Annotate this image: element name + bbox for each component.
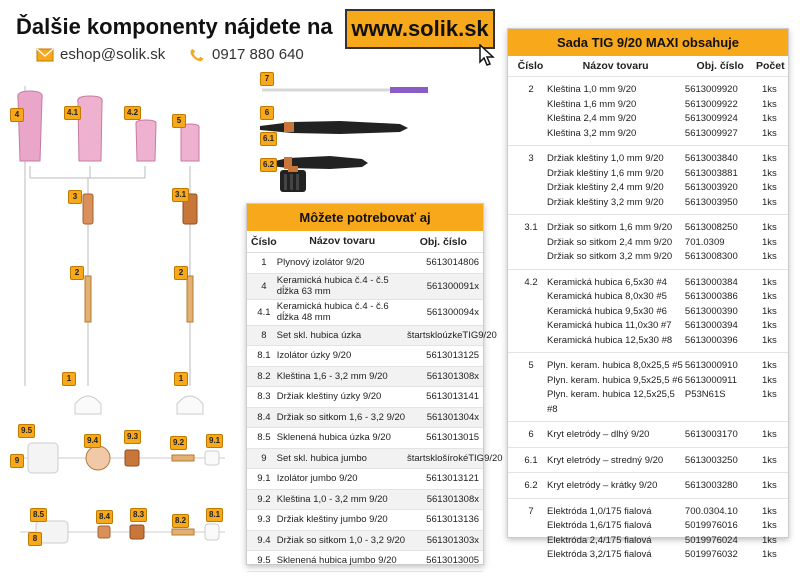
table-row: [514, 167, 782, 182]
cell-num: 9.4: [257, 534, 271, 546]
cell-name: Keramická hubica č.4 - č.6 dĺžka 48 mm: [276, 301, 389, 323]
cell-name: Elektróda 2,4/175 fialová: [547, 534, 652, 546]
cell-name: Plynový izolátor 9/20: [276, 257, 365, 269]
cell-qty: 1ks: [761, 113, 777, 124]
group-number: 3.1: [524, 222, 538, 233]
kit-group: [508, 269, 788, 353]
table-row: [247, 449, 503, 470]
table-row: [247, 326, 497, 347]
kit-table-title: Sada TIG 9/20 MAXI obsahuje: [508, 29, 788, 56]
cell-code: 5613000386: [684, 291, 738, 302]
table-row: [247, 253, 483, 274]
cell-name: Držiak so sitkom 3,2 mm 9/20: [547, 251, 673, 262]
part-badge: 2: [70, 266, 84, 280]
table-row: [514, 454, 782, 469]
cell-code: štartsklošírokéTIG9/20: [407, 452, 503, 464]
cell-num: 9.5: [257, 555, 271, 567]
table-row: [247, 469, 483, 490]
part-badge: 8.4: [96, 510, 113, 524]
table-row: [514, 98, 782, 113]
col-code: Obj. číslo: [696, 60, 744, 72]
table-row: [514, 548, 782, 563]
cell-name: Plyn. keram. hubica 9,5x25,5 #6: [547, 374, 683, 386]
cell-name: Kryt eletródy – stredný 9/20: [547, 454, 664, 466]
table-row: [514, 428, 782, 443]
envelope-icon: [36, 48, 54, 62]
cell-code: štartsklоúzkeTIG9/20: [407, 329, 497, 341]
cell-qty: 1ks: [761, 98, 777, 110]
part-badge: 9.5: [18, 424, 35, 438]
cell-qty: 1ks: [761, 236, 777, 248]
cell-code: 561300091x: [426, 280, 480, 292]
phone-text[interactable]: 0917 880 640: [212, 46, 304, 63]
col-num: Číslo: [517, 60, 544, 72]
cell-qty: 1ks: [761, 360, 777, 371]
cell-code: 5613009924: [684, 113, 738, 124]
table-row: [514, 519, 782, 534]
group-number: 5: [528, 360, 534, 371]
cell-qty: 1ks: [761, 291, 777, 302]
cell-qty: 1ks: [761, 520, 777, 531]
table-row: [247, 490, 483, 511]
table-row: [514, 388, 782, 417]
cell-qty: 1ks: [761, 276, 777, 288]
optional-parts-table: [246, 203, 503, 567]
cell-code: 5613013005: [426, 555, 480, 567]
cell-code: 561301303x: [426, 534, 480, 546]
part-badge: 8: [28, 532, 42, 546]
cell-code: 5613000911: [684, 374, 738, 386]
table-row: [514, 479, 782, 494]
cell-qty: 1ks: [761, 305, 777, 317]
cell-num: 8.1: [257, 350, 271, 362]
cell-code: 5613013125: [426, 350, 480, 362]
cell-name: Kleština 1,6 - 3,2 mm 9/20: [276, 370, 388, 382]
kit-group: [508, 498, 788, 567]
cell-name: Držiak kleštiny 1,6 mm 9/20: [547, 167, 664, 179]
cell-qty: 1ks: [761, 84, 777, 95]
kit-group: [508, 447, 788, 473]
table-row: [514, 196, 782, 211]
group-number: 7: [528, 505, 534, 517]
table-row: [247, 346, 483, 367]
cell-name: Kleština 2,4 mm 9/20: [547, 113, 637, 124]
cell-code: 5613009920: [684, 84, 738, 95]
cell-name: Držiak kleštiny 3,2 mm 9/20: [547, 196, 664, 208]
cell-name: Keramická hubica 6,5x30 #4: [547, 276, 667, 288]
cell-name: Držiak so sitkom 1,6 - 3,2 9/20: [276, 411, 406, 423]
cell-name: Kleština 1,0 - 3,2 mm 9/20: [276, 493, 388, 505]
cell-qty: 1ks: [761, 429, 777, 440]
table-row: [514, 290, 782, 305]
cell-qty: 1ks: [761, 374, 777, 386]
col-num: Číslo: [251, 236, 277, 248]
cell-name: Držiak kleštiny 1,0 mm 9/20: [547, 153, 664, 164]
part-badge: 9: [10, 454, 24, 468]
cell-qty: 1ks: [761, 334, 777, 346]
table-header: [508, 56, 788, 76]
optional-rows: [247, 253, 503, 572]
cell-num: 8.5: [257, 432, 271, 444]
cell-code: 5613003881: [684, 167, 738, 179]
part-badge: 3.1: [172, 188, 189, 202]
cell-name: Keramická hubica 9,5x30 #6: [547, 305, 667, 317]
cell-qty: 1ks: [761, 454, 777, 466]
cell-code: 5613003280: [684, 480, 738, 491]
cell-qty: 1ks: [761, 222, 777, 233]
table-row: [514, 505, 782, 520]
table-row: [247, 387, 483, 408]
cell-num: 9.3: [257, 514, 271, 526]
table-row: [514, 221, 782, 236]
cell-code: 561301308x: [426, 370, 480, 382]
kit-group: [508, 352, 788, 421]
table-row: [247, 428, 483, 449]
website-url[interactable]: www.solik.sk: [351, 16, 489, 41]
kit-group: [508, 472, 788, 498]
group-number: 3: [528, 153, 534, 164]
cell-code: P53N61S: [684, 389, 726, 400]
table-row: [247, 531, 483, 552]
cell-code: 5613003170: [684, 429, 738, 440]
cell-code: 5019976016: [684, 520, 738, 531]
table-row: [514, 181, 782, 196]
table-row: [247, 510, 483, 531]
cell-name: Držiak kleštiny 2,4 mm 9/20: [547, 182, 664, 193]
group-number: 2: [528, 84, 534, 95]
cell-num: 8.4: [257, 411, 271, 423]
cell-qty: 1ks: [761, 182, 777, 193]
cell-name: Držiak kleštiny úzky 9/20: [276, 391, 382, 403]
table-row: [514, 319, 782, 334]
group-number: 6.2: [524, 480, 538, 491]
part-badge: 4.2: [124, 106, 141, 120]
part-badge: 7: [260, 72, 274, 86]
table-row: [514, 534, 782, 549]
table-row: [514, 276, 782, 291]
part-badge: 4.1: [64, 106, 81, 120]
kit-group: [508, 76, 788, 145]
cell-name: Keramická hubica 8,0x30 #5: [547, 291, 667, 302]
cell-name: Sklenená hubica úzka 9/20: [276, 432, 391, 444]
part-badge: 2: [174, 266, 188, 280]
cell-code: 5613000910: [684, 360, 738, 371]
cell-name: Set skl. hubica jumbo: [276, 452, 367, 464]
cell-name: Držiak so sitkom 1,0 - 3,2 9/20: [276, 534, 406, 546]
col-name: Názov tovaru: [582, 60, 649, 72]
table-row: [514, 334, 782, 349]
col-code: Obj. číslo: [419, 236, 467, 248]
cell-name: Keramická hubica 12,5x30 #8: [547, 334, 673, 346]
cell-name: Držiak so sitkom 1,6 mm 9/20: [547, 222, 673, 233]
cell-num: 1: [261, 257, 267, 269]
cell-name: Izolátor jumbo 9/20: [276, 473, 358, 485]
cell-num: 8: [261, 329, 267, 341]
cell-name: Kryt eletródy – krátky 9/20: [547, 480, 658, 491]
col-name: Názov tovaru: [309, 235, 376, 247]
cell-code: 5019976024: [684, 534, 738, 546]
cell-qty: 1ks: [761, 389, 777, 400]
cell-name: Kryt eletródy – dlhý 9/20: [547, 429, 650, 440]
part-badge: 8.1: [206, 508, 223, 522]
cell-name: Plyn. keram. hubica 12,5x25,5 #8: [547, 389, 675, 415]
table-row: [514, 359, 782, 374]
cell-name: Kleština 1,0 mm 9/20: [547, 84, 637, 95]
table-row: [514, 236, 782, 251]
cell-code: 701.0309: [684, 236, 725, 248]
table-row: [514, 152, 782, 167]
optional-table-title: Môžete potrebovať aj: [247, 204, 483, 231]
cell-code: 5613008250: [684, 222, 738, 233]
part-badge: 1: [174, 372, 188, 386]
cell-code: 561301304x: [426, 411, 480, 423]
part-badge: 8.2: [172, 514, 189, 528]
cell-code: 5613000394: [684, 320, 738, 331]
kit-group: [508, 145, 788, 214]
table-row: [247, 274, 483, 300]
cell-name: Elektróda 1,6/175 fialová: [547, 520, 652, 531]
phone-contact[interactable]: [188, 46, 304, 63]
cell-qty: 1ks: [761, 127, 777, 139]
cell-qty: 1ks: [761, 480, 777, 491]
table-row: [247, 300, 483, 326]
kit-group: [508, 214, 788, 269]
cell-code: 5613000390: [684, 305, 738, 317]
cell-code: 5613013136: [426, 514, 480, 526]
part-badge: 9.1: [206, 434, 223, 448]
cell-num: 9: [261, 452, 267, 464]
cell-code: 5613003950: [684, 196, 738, 208]
cell-code: 5613003840: [684, 153, 738, 164]
cell-num: 4.1: [257, 306, 271, 318]
cell-code: 700.0304.10: [684, 505, 738, 517]
parts-diagram: [0, 66, 240, 580]
part-badge: 6: [260, 106, 274, 120]
cell-code: 5613014806: [426, 257, 480, 269]
cell-qty: 1ks: [761, 505, 777, 517]
group-number: 4.2: [524, 276, 538, 288]
email-text[interactable]: eshop@solik.sk: [60, 46, 166, 63]
table-row: [247, 367, 483, 388]
cell-num: 8.2: [257, 370, 271, 382]
cell-name: Kleština 1,6 mm 9/20: [547, 98, 637, 110]
cell-num: 9.1: [257, 473, 271, 485]
phone-icon: [188, 48, 206, 62]
table-row: [514, 112, 782, 127]
part-badge: 5: [172, 114, 186, 128]
cell-name: Elektróda 1,0/175 fialová: [547, 505, 652, 517]
table-row: [514, 127, 782, 142]
website-link[interactable]: [345, 9, 495, 49]
table-row: [514, 374, 782, 389]
cell-name: Kleština 3,2 mm 9/20: [547, 127, 637, 139]
cell-name: Keramická hubica 11,0x30 #7: [547, 320, 672, 331]
group-number: 6: [528, 429, 534, 440]
kit-group: [508, 421, 788, 447]
cell-code: 561301308x: [426, 493, 480, 505]
cell-name: Izolátor úzky 9/20: [276, 350, 352, 362]
cell-name: Set skl. hubica úzka: [276, 329, 362, 341]
kit-groups: [508, 76, 788, 567]
cell-code: 5613013121: [426, 473, 480, 485]
cell-code: 5613008300: [684, 251, 738, 262]
cell-code: 5613013015: [426, 432, 480, 444]
cell-name: Plyn. keram. hubica 8,0x25,5 #5: [547, 360, 683, 371]
cell-name: Elektróda 3,2/175 fialová: [547, 549, 652, 560]
table-row: [247, 551, 483, 572]
torch-assembly-illustration: [0, 66, 240, 580]
table-row: [514, 305, 782, 320]
part-badge: 6.1: [260, 132, 277, 146]
part-badge: 9.2: [170, 436, 187, 450]
cell-qty: 1ks: [761, 167, 777, 179]
cell-code: 5613003920: [684, 182, 738, 193]
cell-code: 5613009922: [684, 98, 738, 110]
table-row: [247, 408, 483, 429]
cell-qty: 1ks: [761, 320, 777, 331]
cell-code: 561300094x: [426, 306, 480, 318]
table-header: [247, 231, 483, 253]
email-contact[interactable]: [36, 46, 165, 63]
cell-code: 5613009927: [684, 127, 738, 139]
cell-qty: 1ks: [761, 549, 777, 560]
part-badge: 4: [10, 108, 24, 122]
cell-num: 8.3: [257, 391, 271, 403]
electrode-caps-illustration: [240, 66, 430, 206]
cell-code: 5613013141: [426, 391, 480, 403]
part-badge: 8.3: [130, 508, 147, 522]
table-row: [514, 250, 782, 265]
headline: Ďalšie komponenty nájdete na: [16, 14, 333, 39]
part-badge: 9.3: [124, 430, 141, 444]
cell-name: Sklenená hubica jumbo 9/20: [276, 555, 397, 567]
cell-num: 9.2: [257, 493, 271, 505]
cursor-icon: [478, 44, 496, 66]
cell-qty: 1ks: [761, 534, 777, 546]
cell-num: 4: [261, 280, 267, 292]
cell-qty: 1ks: [761, 153, 777, 164]
cell-code: 5613000396: [684, 334, 738, 346]
cell-name: Držiak so sitkom 2,4 mm 9/20: [547, 236, 673, 248]
cell-code: 5613003250: [684, 454, 738, 466]
part-badge: 9.4: [84, 434, 101, 448]
cell-qty: 1ks: [761, 251, 777, 262]
cell-name: Keramická hubica č.4 - č.5 dĺžka 63 mm: [276, 275, 389, 297]
cell-code: 5019976032: [684, 549, 738, 560]
cell-qty: 1ks: [761, 196, 777, 208]
part-badge: 1: [62, 372, 76, 386]
part-badge: 3: [68, 190, 82, 204]
table-row: [514, 83, 782, 98]
cell-name: Držiak kleštiny jumbo 9/20: [276, 514, 388, 526]
col-qty: Počet: [755, 60, 785, 72]
part-badge: 8.5: [30, 508, 47, 522]
cell-code: 5613000384: [684, 276, 738, 288]
part-badge: 6.2: [260, 158, 277, 172]
group-number: 6.1: [524, 454, 538, 466]
kit-contents-table: [507, 28, 789, 560]
